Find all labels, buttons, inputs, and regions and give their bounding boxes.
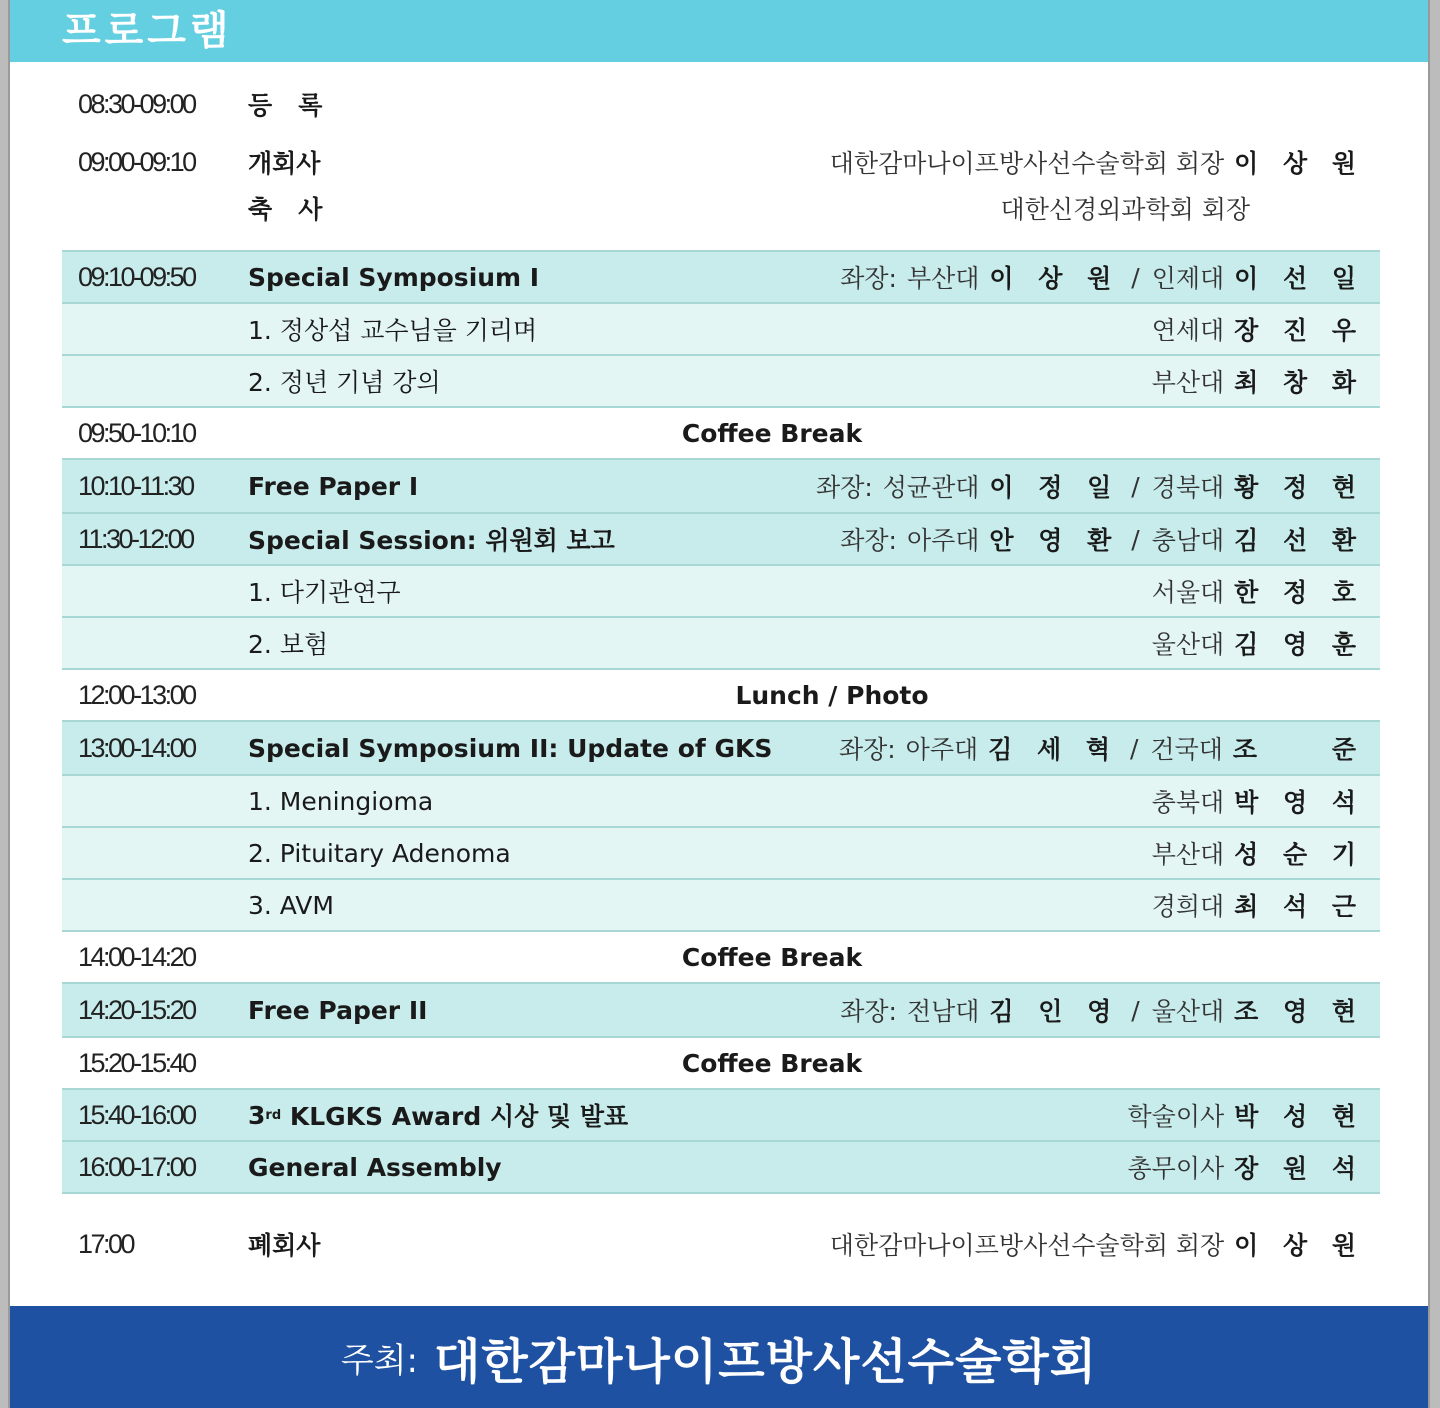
speaker-name: 장 진 우	[1234, 316, 1364, 345]
award-ordinal: 3	[248, 1100, 266, 1130]
speaker-name: 한 정 호	[1234, 578, 1364, 607]
row-chairs	[840, 514, 1364, 564]
speaker-name: 최 석 근	[1234, 892, 1364, 921]
row-title: 2. 정년 기념 강의	[248, 368, 441, 397]
chair-separator: /	[1129, 733, 1139, 763]
row-time: 14:20-15:20	[78, 994, 195, 1025]
row-title: Special Session: 위원회 보고	[248, 526, 615, 555]
chair-separator: /	[1131, 262, 1140, 292]
schedule-row-break	[62, 1038, 1380, 1090]
chair1-org: 부산대	[906, 264, 980, 293]
speaker-org: 총무이사	[1127, 1154, 1225, 1183]
row-speaker	[1001, 184, 1250, 232]
speaker-org: 부산대	[1151, 840, 1225, 869]
row-speaker	[1151, 776, 1364, 826]
row-speaker	[1151, 828, 1364, 878]
chair1-org: 아주대	[906, 526, 980, 555]
speaker-org: 서울대	[1151, 578, 1225, 607]
schedule-row-break	[62, 408, 1380, 460]
speaker-org: 울산대	[1151, 630, 1225, 659]
schedule-row-opening	[62, 136, 1380, 188]
row-title: 개회사	[248, 149, 321, 178]
row-chairs	[816, 460, 1364, 512]
speaker-org: 부산대	[1151, 368, 1225, 397]
chair-separator: /	[1131, 471, 1140, 501]
speaker-name: 김 영 훈	[1234, 630, 1364, 659]
speaker-org: 대한감마나이프방사선수술학회 회장	[829, 149, 1225, 178]
schedule-row-general-assembly	[62, 1142, 1380, 1194]
row-break-title: Coffee Break	[681, 1048, 863, 1078]
row-time: 09:50-10:10	[78, 417, 195, 448]
row-title: 3. AVM	[248, 890, 334, 920]
schedule-row-talk	[62, 566, 1380, 618]
schedule-row-free-paper-1	[62, 460, 1380, 514]
speaker-name: 최 창 화	[1234, 368, 1364, 397]
chair-separator: /	[1131, 524, 1140, 554]
speaker-org: 충북대	[1151, 788, 1225, 817]
row-speaker	[1127, 1090, 1364, 1140]
row-title	[248, 1090, 628, 1140]
row-time: 13:00-14:00	[78, 732, 195, 763]
chair2-name: 조 영 현	[1234, 997, 1364, 1026]
schedule-row-special-session	[62, 514, 1380, 566]
program-page	[8, 0, 1430, 1408]
row-time: 10:10-11:30	[78, 470, 193, 501]
chair2-org: 건국대	[1150, 735, 1223, 764]
chair-label: 좌장:	[816, 473, 873, 502]
host-organization: 대한감마나이프방사선수술학회	[434, 1333, 1098, 1390]
row-speaker	[1151, 304, 1364, 354]
speaker-name: 박 영 석	[1234, 788, 1364, 817]
chair2-org: 충남대	[1151, 526, 1225, 555]
schedule-row-talk	[62, 776, 1380, 828]
speaker-org: 학술이사	[1127, 1102, 1225, 1131]
schedule-row-break	[62, 932, 1380, 984]
schedule-row-talk	[62, 304, 1380, 356]
speaker-org: 대한감마나이프방사선수술학회 회장	[829, 1231, 1225, 1260]
row-title: 폐회사	[248, 1231, 321, 1260]
schedule-row-closing	[62, 1218, 1380, 1270]
chair2-name: 조 준	[1232, 735, 1364, 764]
row-title: Free Paper I	[248, 471, 419, 501]
row-speaker	[1127, 1142, 1364, 1192]
chair1-name: 안 영 환	[989, 526, 1120, 555]
row-time: 12:00-13:00	[78, 679, 195, 710]
chair1-name: 이 정 일	[989, 473, 1120, 502]
row-time: 16:00-17:00	[78, 1151, 195, 1182]
chair1-org: 성균관대	[882, 473, 980, 502]
schedule-row-talk	[62, 880, 1380, 932]
row-time: 14:00-14:20	[78, 941, 195, 972]
schedule-row-registration	[62, 78, 1380, 130]
row-title: 축 사	[248, 195, 323, 224]
chair2-org: 울산대	[1151, 997, 1225, 1026]
schedule-row-talk	[62, 618, 1380, 670]
chair2-name: 김 선 환	[1234, 526, 1364, 555]
chair-label: 좌장:	[840, 526, 897, 555]
row-time: 15:20-15:40	[78, 1047, 195, 1078]
speaker-org: 대한신경외과학회 회장	[1000, 195, 1250, 224]
row-time: 09:00-09:10	[78, 146, 195, 177]
row-speaker	[1151, 566, 1364, 616]
chair-label: 좌장:	[840, 997, 897, 1026]
chair1-name: 김 세 혁	[988, 735, 1118, 764]
row-title: 등 록	[248, 91, 323, 120]
chair-separator: /	[1131, 995, 1140, 1025]
row-title: 1. 정상섭 교수님을 기리며	[248, 316, 538, 345]
footer-bar	[10, 1306, 1428, 1408]
header-bar	[10, 0, 1428, 62]
row-title: General Assembly	[248, 1152, 502, 1182]
row-title: 2. Pituitary Adenoma	[248, 838, 511, 868]
schedule-row-talk	[62, 828, 1380, 880]
row-title: Free Paper II	[248, 995, 428, 1025]
schedule-row-lunch	[62, 670, 1380, 722]
row-title: 1. 다기관연구	[248, 578, 401, 607]
schedule-row-congrats	[62, 184, 1380, 232]
row-chairs	[840, 984, 1364, 1036]
page-title: 프로그램	[62, 8, 233, 54]
row-title: Special Symposium II: Update of GKS	[248, 733, 773, 763]
row-time: 17:00	[78, 1228, 134, 1259]
speaker-name: 박 성 현	[1234, 1102, 1364, 1131]
chair1-org: 아주대	[905, 735, 979, 764]
schedule-row-free-paper-2	[62, 984, 1380, 1038]
speaker-name: 이 상 원	[1234, 149, 1364, 178]
chair2-org: 경북대	[1151, 473, 1225, 502]
row-break-title: Coffee Break	[681, 942, 863, 972]
chair2-name: 황 정 현	[1234, 473, 1364, 502]
row-title: 2. 보험	[248, 630, 329, 659]
row-time: 09:10-09:50	[78, 261, 195, 292]
row-speaker	[1151, 618, 1364, 668]
speaker-name: 성 순 기	[1234, 840, 1364, 869]
row-title: Special Symposium I	[248, 262, 540, 292]
award-title: KLGKS Award 시상 및 발표	[281, 1102, 629, 1131]
schedule-row-symposium-1	[62, 250, 1380, 304]
speaker-org: 경희대	[1151, 892, 1225, 921]
award-ordinal-suffix: rd	[265, 1107, 282, 1123]
chair-label: 좌장:	[840, 264, 897, 293]
chair1-name: 이 상 원	[989, 264, 1120, 293]
chair2-org: 인제대	[1151, 264, 1225, 293]
row-time: 11:30-12:00	[78, 523, 193, 554]
row-time: 15:40-16:00	[78, 1099, 195, 1130]
row-speaker	[1151, 880, 1364, 930]
row-break-title: Coffee Break	[681, 418, 863, 448]
schedule-row-talk	[62, 356, 1380, 408]
row-break-title: Lunch / Photo	[735, 680, 929, 710]
row-speaker	[829, 1218, 1364, 1270]
schedule-row-symposium-2	[62, 722, 1380, 776]
chair-label: 좌장:	[838, 735, 896, 764]
row-chairs	[840, 252, 1364, 302]
row-time: 08:30-09:00	[78, 88, 195, 119]
speaker-name: 이 상 원	[1234, 1231, 1364, 1260]
chair1-org: 전남대	[906, 997, 980, 1026]
row-chairs	[838, 722, 1364, 774]
speaker-org: 연세대	[1151, 316, 1225, 345]
row-speaker	[829, 136, 1364, 188]
row-speaker	[1151, 356, 1364, 406]
row-title: 1. Meningioma	[248, 786, 434, 816]
chair1-name: 김 인 영	[989, 997, 1120, 1026]
speaker-name: 장 원 석	[1234, 1154, 1364, 1183]
host-label: 주최:	[340, 1340, 418, 1381]
schedule-row-award	[62, 1090, 1380, 1142]
chair2-name: 이 선 일	[1234, 264, 1364, 293]
